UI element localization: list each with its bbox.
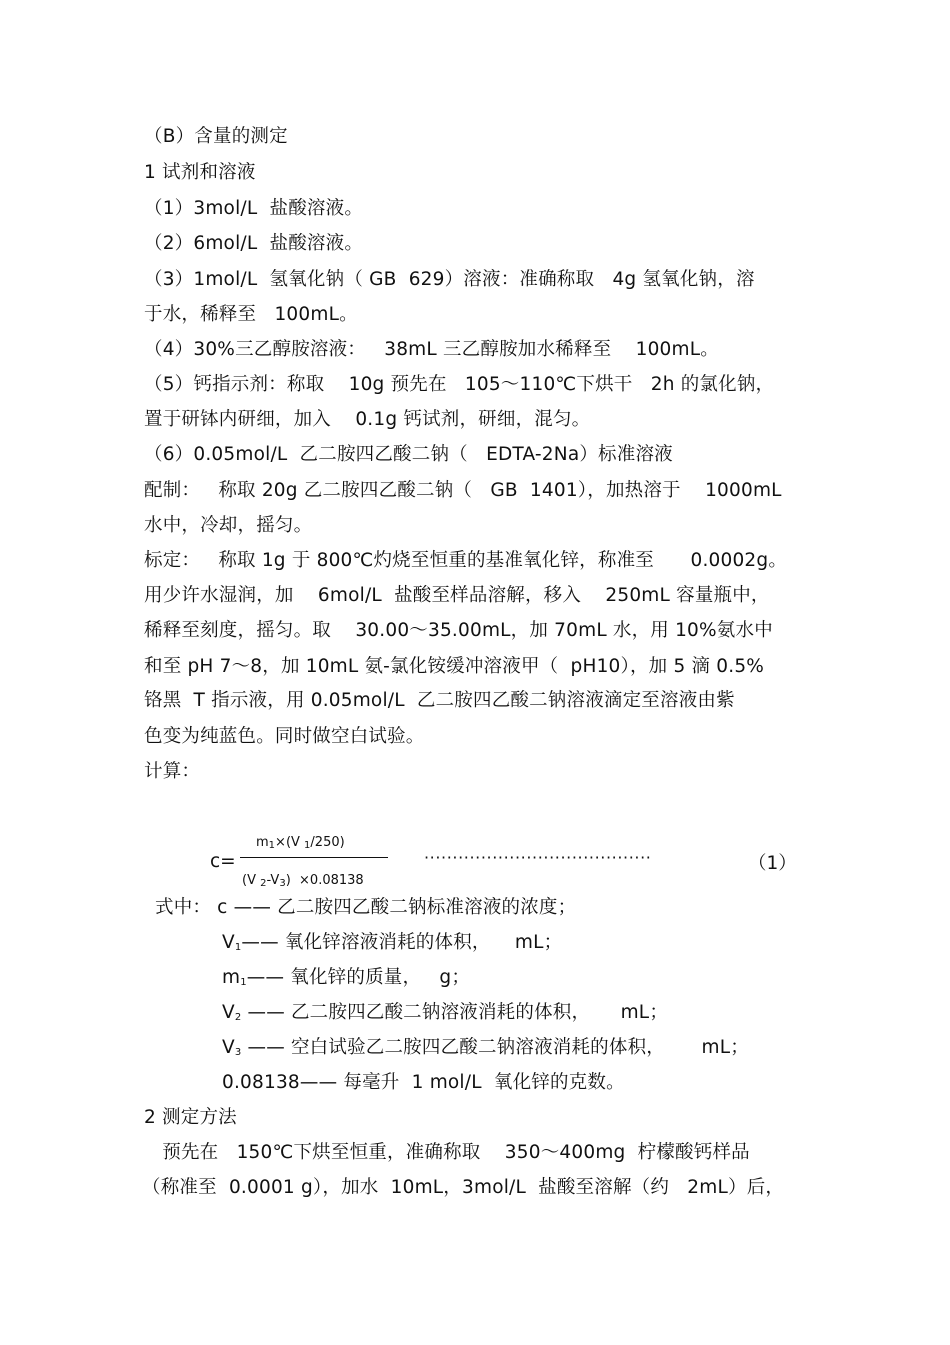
section-title: （B）含量的测定 (144, 126, 288, 147)
def-constant: 0.08138—— 每毫升 1 mol/L 氧化锌的克数。 (222, 1072, 625, 1093)
standardization-line-4: 和至 pH 7～8，加 10mL 氨-氯化铵缓冲溶液甲（ pH10），加 5 滴 0.5% (144, 656, 765, 677)
formula-lhs: c= (210, 851, 236, 872)
reagent-5-line-2: 置于研钵内研细，加入 0.1g 钙试剂，研细，混匀。 (144, 409, 591, 430)
standardization-line-1: 标定： 称取 1g 于 800℃灼烧至恒重的基准氧化锌，称准至 0.0002g。 (144, 550, 788, 571)
def-v3: $V_3$ —— 空白试验乙二胺四乙酸二钠溶液消耗的体积， mL； (222, 1037, 749, 1058)
reagent-2: （2）6mol/L 盐酸溶液。 (144, 233, 364, 254)
where-line: 式中： c —— 乙二胺四乙酸二钠标准溶液的浓度； (155, 897, 577, 918)
reagent-1: （1）3mol/L 盐酸溶液。 (144, 198, 364, 219)
equation-number: （1） (748, 853, 797, 874)
leader-dots: ········································ (424, 848, 652, 867)
reagent-3-line-2: 于水，稀释至 100mL。 (144, 304, 358, 325)
reagent-5-line-1: （5）钙指示剂：称取 10g 预先在 105～110℃下烘干 2h 的氯化钠， (144, 374, 775, 395)
preparation-line-2: 水中，冷却，摇匀。 (144, 515, 313, 536)
method-line-1: 预先在 150℃下烘至恒重，准确称取 350～400mg 柠檬酸钙样品 (144, 1142, 750, 1163)
def-v2: $V_2$ —— 乙二胺四乙酸二钠溶液消耗的体积， mL； (222, 1002, 669, 1023)
standardization-line-5: 铬黑 T 指示液，用 0.05mol/L 乙二胺四乙酸二钠溶液滴定至溶液由紫 (144, 690, 735, 711)
def-m1: $m_1——$ 氧化锌的质量， g； (222, 967, 471, 988)
fraction-bar (240, 857, 388, 858)
section-1-title: 1 试剂和溶液 (144, 162, 256, 183)
reagent-3-line-1: （3）1mol/L 氢氧化钠（ GB 629）溶液：准确称取 4g 氢氧化钠，溶 (144, 269, 755, 290)
formula-numerator: $m_1\times(V$ $_1$/250) (256, 835, 345, 851)
standardization-line-6: 色变为纯蓝色。同时做空白试验。 (144, 726, 425, 747)
formula-denominator: (V $_2-V_3) \times 0.08138$ (242, 873, 364, 889)
standardization-line-2: 用少许水湿润，加 6mol/L 盐酸至样品溶解，移入 250mL 容量瓶中， (144, 585, 770, 606)
standardization-line-3: 稀释至刻度，摇匀。取 30.00～35.00mL，加 70mL 水，用 10%氨水中 (144, 620, 773, 641)
calculation-label: 计算： (144, 761, 201, 782)
def-v1: $V_1——$ 氧化锌溶液消耗的体积， mL； (222, 932, 563, 953)
preparation-line-1: 配制： 称取 20g 乙二胺四乙酸二钠（ GB 1401），加热溶于 1000mL (144, 480, 782, 501)
section-2-title: 2 测定方法 (144, 1107, 237, 1128)
method-line-2: （称准至 0.0001 g），加水 10mL，3mol/L 盐酸至溶解（约 2mL）后， (142, 1177, 785, 1198)
reagent-4: （4）30%三乙醇胺溶液： 38mL 三乙醇胺加水稀释至 100mL。 (144, 339, 719, 360)
reagent-6: （6）0.05mol/L 乙二胺四乙酸二钠（ EDTA-2Na）标准溶液 (144, 444, 673, 465)
